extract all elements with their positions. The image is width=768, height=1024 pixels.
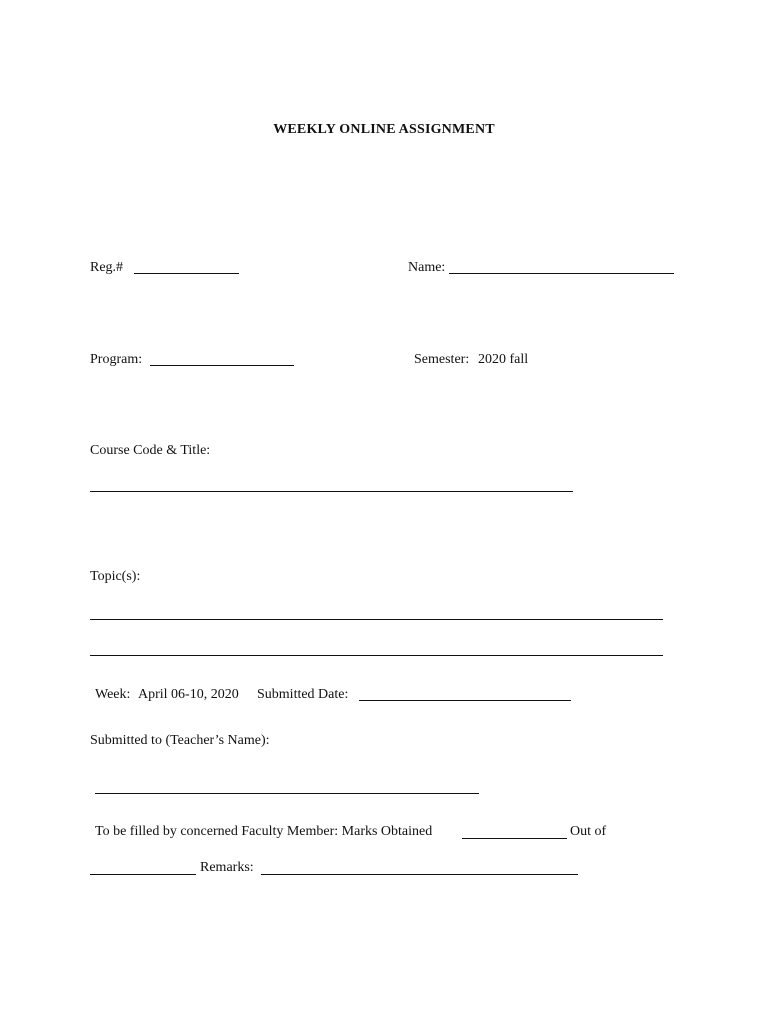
topic-field-line-2[interactable]: [90, 655, 663, 656]
marks-obtained-field[interactable]: [462, 838, 567, 839]
name-label: Name:: [408, 260, 446, 275]
submitted-to-label: Submitted to (Teacher’s Name):: [90, 733, 270, 748]
name-field[interactable]: [449, 273, 674, 274]
document-title: WEEKLY ONLINE ASSIGNMENT: [273, 122, 495, 137]
semester-label: Semester:: [414, 352, 470, 367]
total-marks-field[interactable]: [90, 874, 196, 875]
topic-field-line-1[interactable]: [90, 619, 663, 620]
topics-label: Topic(s):: [90, 569, 141, 584]
submitted-date-field[interactable]: [359, 700, 571, 701]
semester-value: 2020 fall: [478, 352, 529, 367]
remarks-label: Remarks:: [200, 860, 254, 875]
teacher-name-field[interactable]: [95, 793, 479, 794]
program-label: Program:: [90, 352, 143, 367]
course-field[interactable]: [90, 491, 573, 492]
week-value: April 06-10, 2020: [138, 687, 239, 702]
out-of-label: Out of: [570, 824, 607, 839]
course-label: Course Code & Title:: [90, 443, 211, 458]
submitted-date-label: Submitted Date:: [257, 687, 349, 702]
program-field[interactable]: [150, 365, 294, 366]
faculty-label: To be filled by concerned Faculty Member: Marks Obtained: [95, 824, 433, 839]
reg-label: Reg.#: [90, 260, 124, 275]
reg-field[interactable]: [134, 273, 239, 274]
week-label: Week:: [95, 687, 131, 702]
remarks-field[interactable]: [261, 874, 578, 875]
